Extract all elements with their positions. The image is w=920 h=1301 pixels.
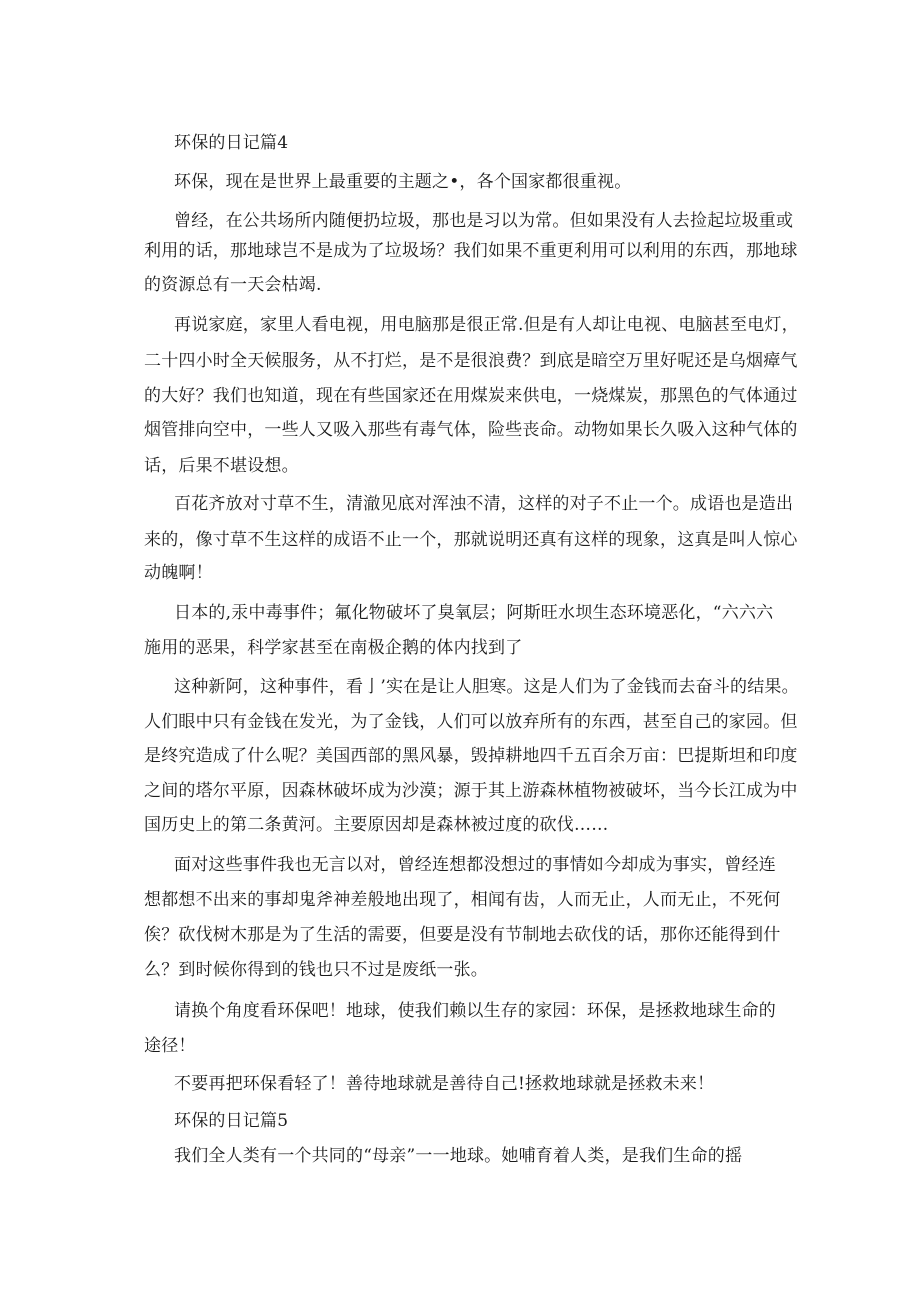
paragraph-line: 曾经，在公共场所内随便扔垃圾，那也是习以为常。但如果没有人去捡起垃圾重或 (174, 211, 794, 231)
paragraph-line: 俟？砍伐树木那是为了生活的需要，但要是没有节制地去砍伐的话，那你还能得到什 (144, 925, 781, 945)
section-heading-5: 环保的日记篇5 (174, 1111, 289, 1131)
paragraph-line: 话，后果不堪设想。 (144, 456, 299, 476)
paragraph-line: 请换个角度看环保吧！地球，使我们赖以生存的家园：环保，是拯救地球生命的 (174, 1001, 776, 1021)
paragraph-line: 动魄啊！ (144, 563, 213, 583)
paragraph-line: 面对这些事件我也无言以对，曾经连想都没想过的事情如今却成为事实，曾经连 (174, 855, 776, 875)
paragraph-line: 是终究造成了什么呢？美国西部的黑风暴，毁掉耕地四千五百余万亩：巴提斯坦和印度 (144, 746, 798, 766)
paragraph-line: 人们眼中只有金钱在发光，为了金钱，人们可以放弃所有的东西，甚至自己的家园。但 (144, 712, 798, 732)
paragraph-line: 来的，像寸草不生这样的成语不止一个，那就说明还真有这样的现象，这真是叫人惊心 (144, 530, 798, 550)
paragraph-line: 日本的,汞中毒事件；氟化物破坏了臭氧层；阿斯旺水坝生态环境恶化，“六六六 (174, 603, 774, 623)
paragraph-line: 的大好？我们也知道，现在有些国家还在用煤炭来供电，一烧煤炭，那黑色的气体通过 (144, 386, 798, 406)
paragraph-line: 之间的塔尔平原，因森林破坏成为沙漠；源于其上游森林植物被破坏，当今长江成为中 (144, 781, 798, 801)
paragraph-line: 百花齐放对寸草不生，清澈见底对浑浊不清，这样的对子不止一个。成语也是造出 (174, 494, 794, 514)
paragraph-line: 的资源总有一天会枯竭. (144, 275, 322, 295)
paragraph-line: 不要再把环保看轻了！善待地球就是善待自己!拯救地球就是拯救未来！ (174, 1074, 715, 1094)
paragraph-line: 二十四小时全天候服务，从不打烂，是不是很浪费？到底是暗空万里好呢还是乌烟瘴气 (144, 351, 798, 371)
paragraph-line: 我们全人类有一个共同的“母亲”一一地球。她哺育着人类，是我们生命的摇 (174, 1146, 743, 1166)
section-heading-4: 环保的日记篇4 (174, 133, 289, 153)
paragraph-line: 国历史上的第二条黄河。主要原因却是森林被过度的砍伐…… (144, 815, 609, 835)
paragraph-line: 再说家庭，家里人看电视，用电脑那是很正常.但是有人却让电视、电脑甚至电灯， (174, 315, 799, 335)
paragraph-line: 环保，现在是世界上最重要的主题之•，各个国家都很重视。 (174, 172, 632, 192)
paragraph-line: 施用的恶果，科学家甚至在南极企鹅的体内找到了 (144, 638, 523, 658)
paragraph-line: 烟管排向空中，一些人又吸入那些有毒气体，险些丧命。动物如果长久吸入这种气体的 (144, 420, 798, 440)
paragraph-line: 这种新阿，这种事件，看亅’实在是让人胆寒。这是人们为了金钱而去奋斗的结果。 (174, 677, 799, 697)
paragraph-line: 利用的话，那地球岂不是成为了垃圾场？我们如果不重更利用可以利用的东西，那地球 (144, 241, 798, 261)
paragraph-line: 么？到时候你得到的钱也只不过是废纸一张。 (144, 960, 488, 980)
paragraph-line: 途径！ (144, 1036, 196, 1056)
paragraph-line: 想都想不出来的事却鬼斧神差般地出现了，相闻有齿，人而无止，人而无止，不死何 (144, 890, 781, 910)
